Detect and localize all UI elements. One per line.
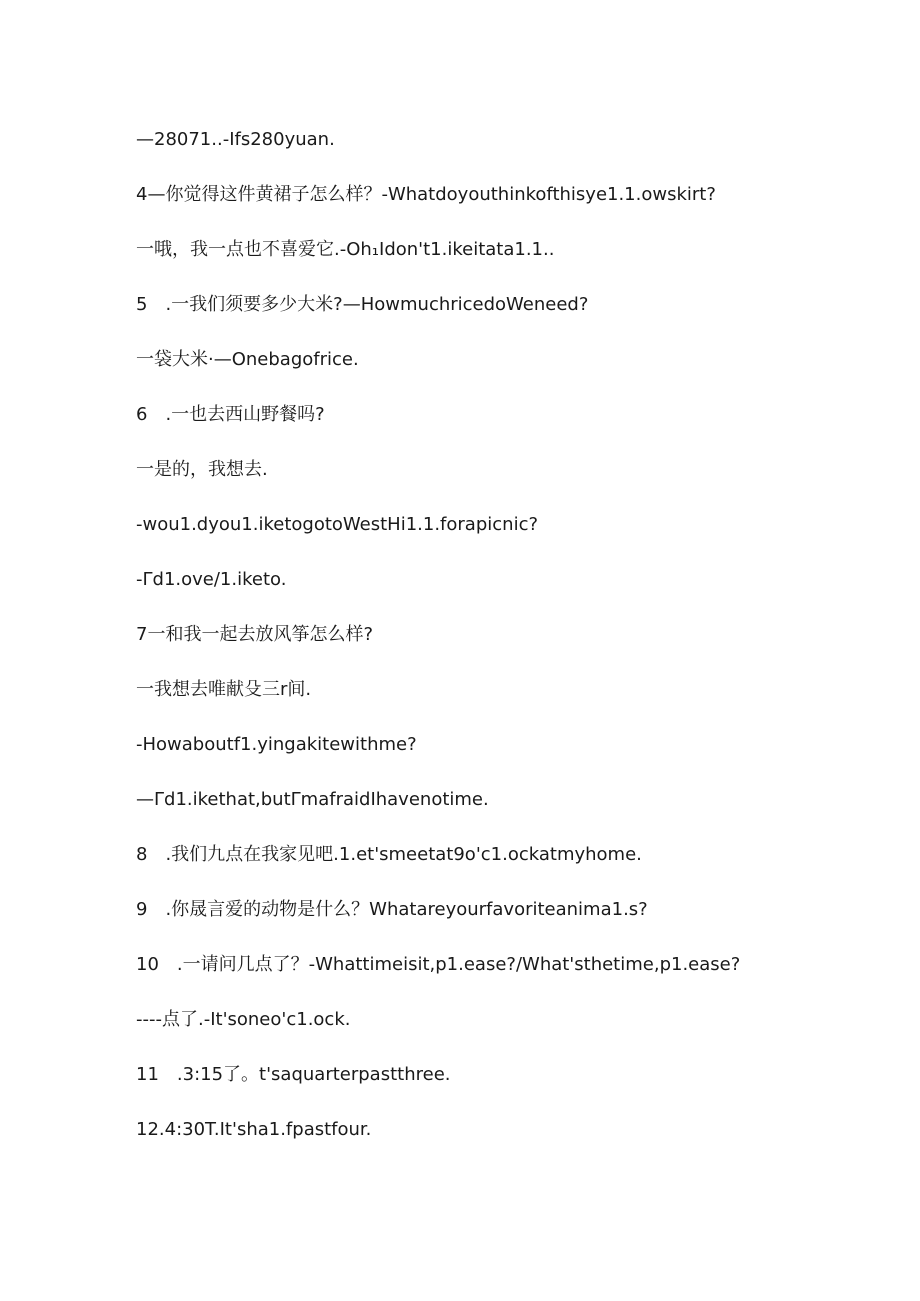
text-line-16: 10 .一请问几点了？-Whattimeisit,p1.ease?/What'sthetime,p1.ease? [136, 954, 741, 975]
text-line-7: 一是的，我想去. [136, 459, 268, 480]
text-line-19: 12.4:30T.It'sha1.fpastfour. [136, 1119, 372, 1140]
text-line-18: 11 .3:15了。t'saquarterpastthree. [136, 1064, 451, 1085]
text-line-4: 5 .一我们须要多少大米?—HowmuchricedoWeneed? [136, 294, 589, 315]
text-line-9: -Γd1.ove/1.iketo. [136, 569, 287, 590]
text-line-10: 7一和我一起去放风筝怎么样? [136, 624, 374, 645]
text-line-12: -Howaboutf1.yingakitewithme? [136, 734, 417, 755]
text-line-17: ----点了.-It'soneo'c1.ock. [136, 1009, 351, 1030]
text-line-8: -wou1.dyou1.iketogotoWestHi1.1.forapicnic? [136, 514, 539, 535]
text-line-5: 一袋大米·—Onebagofrice. [136, 349, 359, 370]
text-line-6: 6 .一也去西山野餐吗? [136, 404, 325, 425]
text-line-3: 一哦，我一点也不喜爱它.-Oh₁Idon't1.ikeitata1.1.. [136, 239, 555, 260]
text-line-2: 4—你觉得这件黄裙子怎么样？-Whatdoyouthinkofthisye1.1.owskirt? [136, 184, 716, 205]
text-line-11: 一我想去唯献殳三r间. [136, 679, 312, 700]
text-line-13: —Γd1.ikethat,butΓmafraidIhavenotime. [136, 789, 489, 810]
text-line-15: 9 .你晟言爱的动物是什么？Whatareyourfavoriteanima1.s? [136, 899, 648, 920]
text-line-1: —28071..-Ifs280yuan. [136, 129, 335, 150]
text-line-14: 8 .我们九点在我家见吧.1.et'smeetat9o'c1.ockatmyhome. [136, 844, 642, 865]
